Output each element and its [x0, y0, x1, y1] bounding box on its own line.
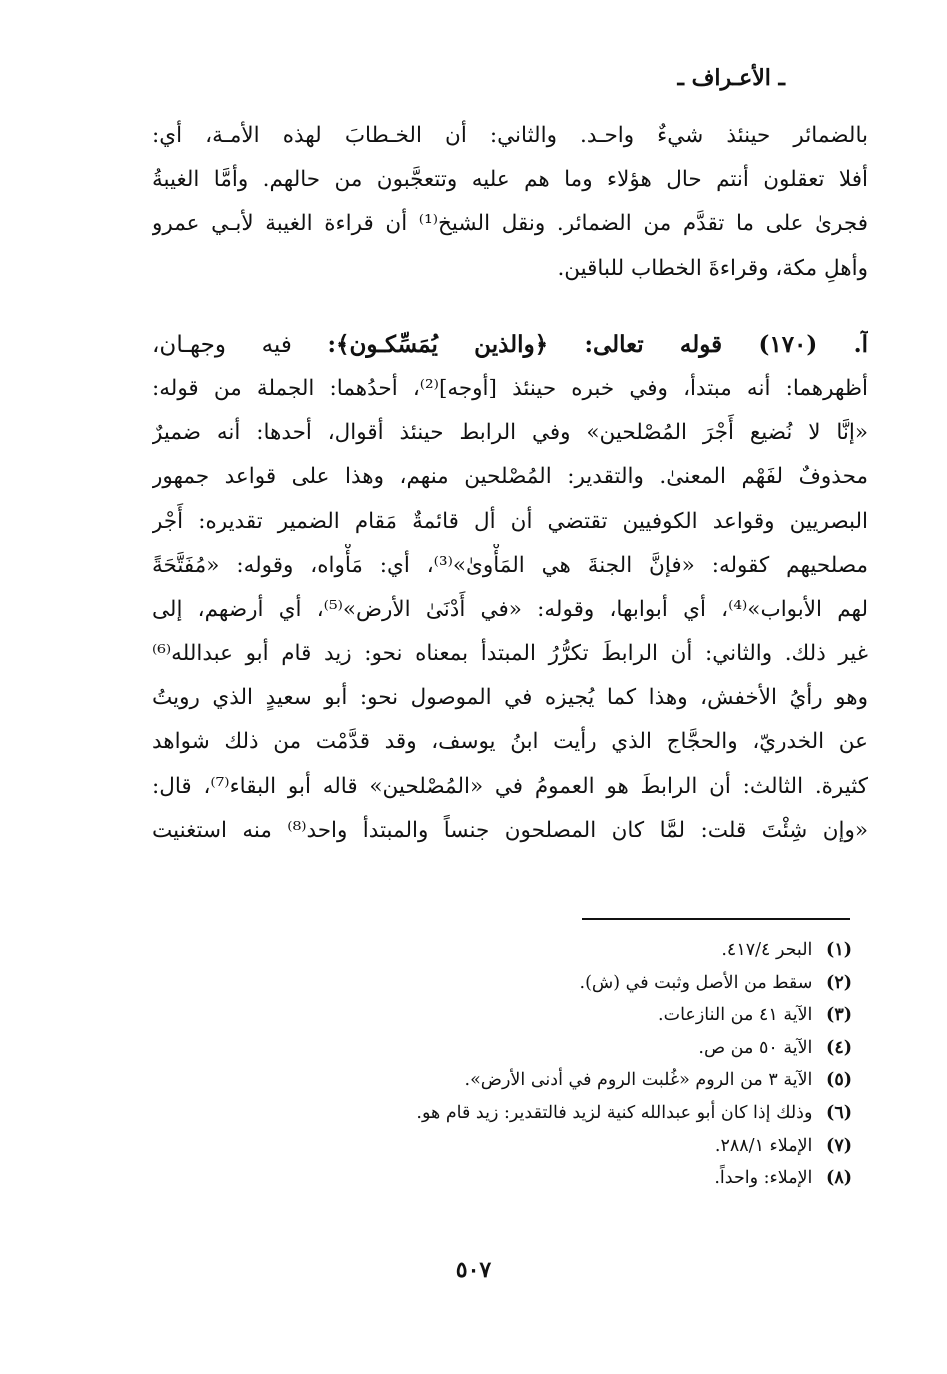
- page-number: ٥٠٧: [455, 1257, 492, 1283]
- text-line: البصريين وقواعد الكوفيين تقتضي أن أل قائمةٌ مَقام الضمير تقديره: أَجْر: [152, 508, 868, 534]
- footnote-text: الآية ٣ من الروم «غُلبت الروم في أدنى الأرض».: [464, 1070, 813, 1091]
- footnote-number: (٥): [826, 1070, 852, 1091]
- footnote: [332, 1064, 852, 1097]
- footnote: [332, 1097, 852, 1130]
- footnote-number: (٦): [826, 1102, 852, 1123]
- footnote: [332, 967, 852, 1000]
- running-head: ـ الأعـراف ـ: [677, 65, 785, 91]
- footnote-text: وذلك إذا كان أبو عبدالله كنية لزيد فالتقدير: زيد قام هو.: [416, 1102, 813, 1123]
- footnote: [332, 1162, 852, 1195]
- footnote-number: (١): [826, 940, 852, 960]
- text-line: كثيرة. الثالث: أن الرابطَ هو العمومُ في «المُصْلحين» قاله أبو البقاء⁽⁷⁾، قال:: [152, 773, 868, 799]
- footnote-text: البحر ٤١٧/٤.: [721, 940, 813, 960]
- footnote-text: الآية ٥٠ من ص.: [698, 1037, 813, 1058]
- paragraph-gap: [152, 291, 868, 323]
- footnote: [332, 1130, 852, 1163]
- footnote-text: سقط من الأصل وثبت في (ش).: [579, 972, 813, 993]
- footnote-number: (٨): [826, 1168, 852, 1189]
- footnote-number: (٣): [826, 1005, 852, 1026]
- verse-heading: آ. (١٧٠) قوله تعالى: ﴿والذين يُمَسِّكـون﴾:: [327, 330, 868, 358]
- footnote: [332, 934, 852, 967]
- text-line: لهم الأبواب»⁽⁴⁾، أي أبوابها، وقوله: «في أَدْنَىٰ الأرض»⁽⁵⁾، أي أرضهم، إلى: [152, 596, 868, 622]
- text-line: وأهلِ مكة، وقراءةَ الخطاب للباقين.: [557, 255, 868, 281]
- text-line: أظهرهما: أنه مبتدأ، وفي خبره حينئذ [أوجه]⁽²⁾، أحدُهما: الجملة من قوله:: [152, 375, 868, 401]
- text-line: بالضمائر حينئذ شيءٌ واحـد. والثاني: أن الخـطابَ لهذه الأمـة، أي:: [152, 123, 868, 148]
- footnote-text: الإملاء ٢٨٨/١.: [714, 1135, 813, 1156]
- text-line: مصلحيهم كقوله: «فإنَّ الجنةَ هي المَأْوىٰ»⁽³⁾، أي: مَأْواه، وقوله: «مُفَتَّحَةً: [152, 552, 868, 578]
- footnote-number: (٤): [826, 1037, 852, 1058]
- footnote: [332, 999, 852, 1032]
- text-line: «وإن شِئْتَ قلت: لمَّا كان المصلحون جنساً والمبتدأ واحد⁽⁸⁾ منه استغنيت: [152, 817, 868, 843]
- footnote: [332, 1032, 852, 1065]
- text-line: «إنَّا لا نُضيع أَجْرَ المُصْلحين» وفي الرابط حينئذ أقوال، أحدها: أنه ضميرٌ: [152, 420, 868, 446]
- footnote-separator: [582, 918, 850, 920]
- text-line: محذوفٌ لفَهْم المعنىٰ. والتقدير: المُصْلحين منهم، وهذا على قواعد جمهور: [152, 464, 868, 490]
- footnote-number: (٧): [826, 1135, 852, 1156]
- footnotes: [332, 934, 852, 1195]
- main-text: [152, 114, 868, 853]
- text-line: وهو رأيُ الأخفش، وهذا كما يُجيزه في الموصول نحو: أبو سعيدٍ الذي رويتُ: [152, 685, 868, 711]
- footnote-number: (٢): [826, 972, 852, 993]
- text-line: فجرىٰ على ما تقدَّم من الضمائر. ونقل الشيخ⁽¹⁾ أن قراءة الغيبة لأبـي عمرو: [152, 211, 868, 237]
- verse-heading-rest: فيه وجهـان،: [152, 331, 292, 358]
- footnote-text: الآية ٤١ من النازعات.: [658, 1005, 813, 1026]
- text-line: غير ذلك. والثاني: أن الرابطَ تكرُّرُ المبتدأ بمعناه نحو: زيد قام أبو عبدالله⁽⁶⁾: [152, 641, 868, 667]
- verse-heading-line: [152, 323, 868, 367]
- text-line: عن الخدريّ، والحجَّاج الذي رأيت ابنُ يوسف، وقد قدَّمْت من ذلك شواهد: [152, 729, 868, 755]
- footnote-text: الإملاء: واحداً.: [714, 1168, 813, 1189]
- text-line: أفلا تعقلون أنتم حال هؤلاء وما هم عليه وتتعجَّبون من حالهم. وأمَّا الغيبةُ: [152, 167, 868, 193]
